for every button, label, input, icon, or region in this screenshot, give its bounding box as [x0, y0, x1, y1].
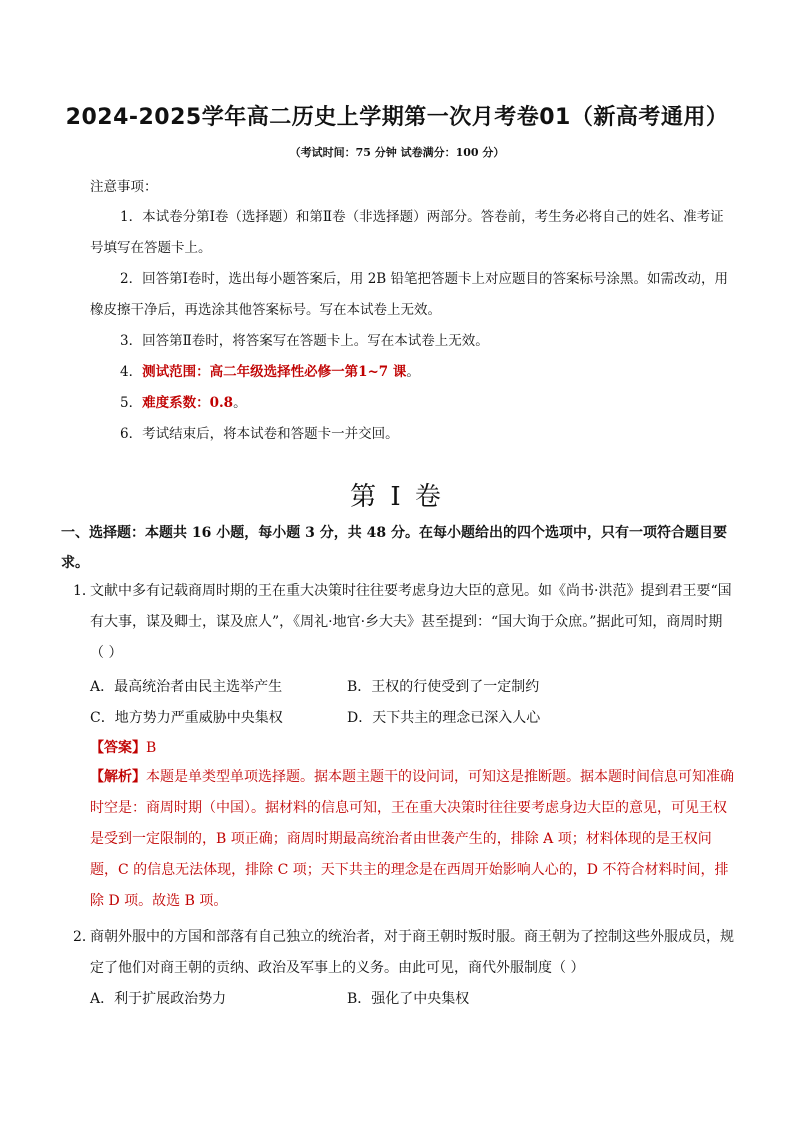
question-2: [73, 922, 735, 984]
section-title: 第 I 卷: [350, 482, 444, 512]
notice-item-5-prefix: 5．: [120, 395, 143, 411]
exam-subtitle: （考试时间：75 分钟 试卷满分：100 分）: [289, 146, 505, 159]
q1-option-d: D．天下共主的理念已深入人心: [347, 710, 541, 726]
notice-item-4: [90, 357, 735, 388]
q1-option-a: A．最高统治者由民主选举产生: [90, 679, 283, 695]
notice-item-5-label: 难度系数：: [142, 395, 210, 411]
q1-answer-value: B: [146, 740, 157, 756]
q1-option-c: C．地方势力严重威胁中央集权: [90, 710, 283, 726]
q1-analysis: [90, 762, 735, 917]
q2-option-a: A．利于扩展政治势力: [90, 991, 227, 1007]
notice-item-4-suffix: 。: [406, 364, 420, 380]
question-2-stem: 商朝外服中的方国和部落有自己独立的统治者，对于商王朝时叛时服。商王朝为了控制这些外服成员，规定了他们对商王朝的贡纳、政治及军事上的义务。由此可见，商代外服制度（ ）: [90, 929, 734, 976]
q1-analysis-label: 【解析】: [90, 769, 146, 785]
q1-answer: [90, 737, 156, 757]
q1-analysis-text: 本题是单类型单项选择题。据本题主题干的设问词，可知这是推断题。据本题时间信息可知准确时空是：商周时期（中国）。据材料的信息可知，王在重大决策时往往要考虑身边大臣的意见，可见王权是受到一定限制的，B 项正确；商周时期最高统治者由世袭产生的，排除 A 项；材料体现的是王权问题，C 的信息无法体现，排除 C 项；天下共主的理念是在西周开始影响人心的，D 不符合材料时间，排除 D 项。故选 B 项。: [90, 769, 734, 909]
notice-item-3: 3．回答第Ⅱ卷时，将答案写在答题卡上。写在本试卷上无效。: [120, 333, 489, 349]
exam-title: 2024-2025学年高二历史上学期第一次月考卷01（新高考通用）: [65, 105, 729, 130]
question-1-stem: 文献中多有记载商周时期的王在重大决策时往往要考虑身边大臣的意见。如《尚书·洪范》提到君王要“国有大事，谋及卿士，谋及庶人”，《周礼·地官·乡大夫》甚至提到：“国大询于众庶。”据此可知，商周时期（ ）: [90, 583, 732, 661]
notice-item-2: 2．回答第Ⅰ卷时，选出每小题答案后，用 2B 铅笔把答题卡上对应题目的答案标号涂黑。如需改动，用橡皮擦干净后，再选涂其他答案标号。写在本试卷上无效。: [90, 271, 729, 318]
question-2-number: 2．: [73, 929, 96, 945]
q1-answer-label: 【答案】: [90, 740, 146, 756]
notice-item-4-prefix: 4．: [120, 364, 143, 380]
difficulty-value: 0.8: [209, 395, 234, 411]
notice-item-5: [90, 388, 735, 419]
test-scope-value: 高二年级选择性必修一第1~7 课: [209, 364, 407, 380]
question-1: [73, 576, 735, 669]
notice-heading: 注意事项：: [90, 179, 158, 195]
notice-item-5-suffix: 。: [233, 395, 247, 411]
section-instructions: 一、选择题：本题共 16 小题，每小题 3 分，共 48 分。在每小题给出的四个选项中，只有一项符合题目要求。: [61, 525, 727, 571]
notice-item-4-label: 测试范围：: [142, 364, 210, 380]
q1-option-b: B．王权的行使受到了一定制约: [347, 679, 540, 695]
q2-option-b: B．强化了中央集权: [347, 991, 470, 1007]
question-1-number: 1．: [73, 583, 96, 599]
notice-list: [90, 202, 735, 450]
notice-item-6: 6．考试结束后，将本试卷和答题卡一并交回。: [120, 426, 399, 442]
notice-item-1: 1．本试卷分第Ⅰ卷（选择题）和第Ⅱ卷（非选择题）两部分。答卷前，考生务必将自己的姓名、准考证号填写在答题卡上。: [90, 209, 724, 256]
